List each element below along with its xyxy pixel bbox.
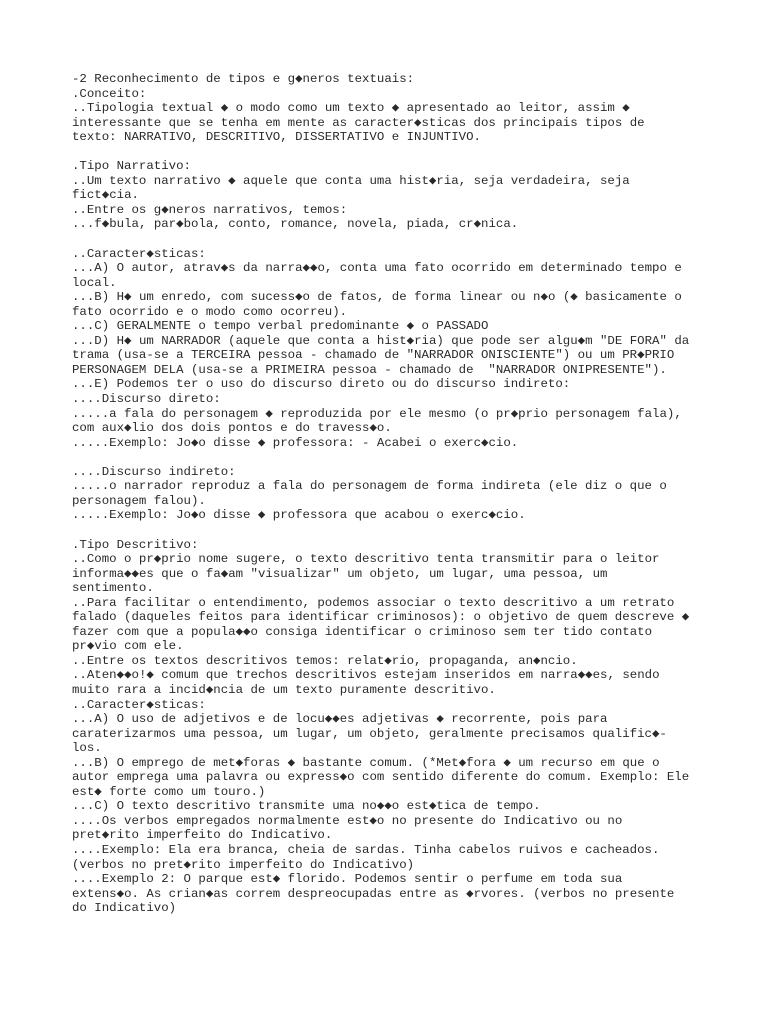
text-line: interessante que se tenha em mente as caracter◆sticas dos principais tipos de (72, 115, 645, 130)
text-line: (verbos no pret◆rito imperfeito do Indicativo) (72, 857, 415, 872)
text-line: ....Discurso direto: (72, 392, 221, 407)
text-line: fato ocorrido e o modo como ocorreu). (72, 304, 348, 319)
text-line: muito rara a incid◆ncia de um texto puramente descritivo. (72, 682, 496, 697)
text-line: .....o narrador reproduz a fala do personagem de forma indireta (ele diz o que o (72, 479, 667, 494)
text-line: extens◆o. As crian◆as correm despreocupadas entre as ◆rvores. (verbos no presente (72, 886, 675, 901)
text-line: .Tipo Narrativo: (72, 159, 191, 174)
text-line: texto: NARRATIVO, DESCRITIVO, DISSERTATIVO e INJUNTIVO. (72, 130, 481, 145)
text-line: pr◆vio com ele. (72, 639, 184, 654)
text-line: ...D) H◆ um NARRADOR (aquele que conta a hist◆ria) que pode ser algu◆m "DE FORA" da (72, 333, 690, 348)
text-line: fict◆cia. (72, 188, 139, 203)
text-line: ....Exemplo 2: O parque est◆ florido. Podemos sentir o perfume em toda sua (72, 872, 623, 887)
text-line: ...E) Podemos ter o uso do discurso direto ou do discurso indireto: (72, 377, 571, 392)
text-line: los. (72, 741, 102, 756)
text-line: falado (daqueles feitos para identificar criminosos): o objetivo de quem descreve ◆ (72, 610, 690, 625)
text-line: ...f◆bula, par◆bola, conto, romance, novela, piada, cr◆nica. (72, 217, 519, 232)
text-line: local. (72, 275, 117, 290)
text-line: .....Exemplo: Jo◆o disse ◆ professora: - Acabei o exerc◆cio. (72, 435, 519, 450)
text-line: ..Um texto narrativo ◆ aquele que conta uma hist◆ria, seja verdadeira, seja (72, 173, 630, 188)
text-line: informa◆◆es que o fa◆am "visualizar" um objeto, um lugar, uma pessoa, um (72, 566, 608, 581)
text-line: do Indicativo) (72, 901, 177, 916)
text-line: PERSONAGEM DELA (usa-se a PRIMEIRA pessoa - chamado de "NARRADOR ONIPRESENTE"). (72, 362, 667, 377)
text-line: .Tipo Descritivo: (72, 537, 199, 552)
text-line: ...B) O emprego de met◆foras ◆ bastante comum. (*Met◆fora ◆ um recurso em que o (72, 755, 660, 770)
text-line: personagem falou). (72, 493, 206, 508)
text-line: pret◆rito imperfeito do Indicativo. (72, 828, 333, 843)
text-line: ..Entre os g◆neros narrativos, temos: (72, 202, 348, 217)
text-line: ...C) O texto descritivo transmite uma no◆◆o est◆tica de tempo. (72, 799, 541, 814)
text-line: .Conceito: (72, 86, 147, 101)
text-line (72, 232, 732, 247)
text-line: -2 Reconhecimento de tipos e g◆neros textuais: (72, 72, 415, 86)
text-line: ....Os verbos empregados normalmente est◆o no presente do Indicativo ou no (72, 813, 623, 828)
text-line: ..Como o pr◆prio nome sugere, o texto descritivo tenta transmitir para o leitor (72, 552, 660, 567)
text-line: ...C) GERALMENTE o tempo verbal predominante ◆ o PASSADO (72, 319, 489, 334)
text-line: ....Exemplo: Ela era branca, cheia de sardas. Tinha cabelos ruivos e cacheados. (72, 842, 660, 857)
text-line: trama (usa-se a TERCEIRA pessoa - chamado de "NARRADOR ONISCIENTE") ou um PR◆PRIO (72, 348, 675, 363)
text-line: ....Discurso indireto: (72, 464, 236, 479)
text-line (72, 450, 732, 465)
text-line: ...A) O uso de adjetivos e de locu◆◆es adjetivas ◆ recorrente, pois para (72, 712, 608, 727)
text-line: est◆ forte como um touro.) (72, 784, 266, 799)
text-line: .....a fala do personagem ◆ reproduzida por ele mesmo (o pr◆prio personagem fala), (72, 406, 682, 421)
text-line: ..Aten◆◆o!◆ comum que trechos descritivos estejam inseridos em narra◆◆es, sendo (72, 668, 660, 683)
text-line: com aux◆lio dos dois pontos e do travess◆o. (72, 421, 392, 436)
text-line (72, 523, 732, 538)
text-line: fazer com que a popula◆◆o consiga identificar o criminoso sem ter tido contato (72, 624, 653, 639)
text-line: caraterizarmos uma pessoa, um lugar, um objeto, geralmente precisamos qualific◆- (72, 726, 667, 741)
text-line: .....Exemplo: Jo◆o disse ◆ professora que acabou o exerc◆cio. (72, 508, 526, 523)
text-line: ..Tipologia textual ◆ o modo como um texto ◆ apresentado ao leitor, assim ◆ (72, 101, 630, 116)
text-line: ...A) O autor, atrav◆s da narra◆◆o, conta uma fato ocorrido em determinado tempo e (72, 261, 682, 276)
text-line: ..Caracter◆sticas: (72, 246, 206, 261)
text-line: ...B) H◆ um enredo, com sucess◆o de fatos, de forma linear ou n◆o (◆ basicamente o (72, 290, 682, 305)
text-line: autor emprega uma palavra ou express◆o com sentido diferente do comum. Exemplo: Ele (72, 770, 690, 785)
text-line: ..Para facilitar o entendimento, podemos associar o texto descritivo a um retrato (72, 595, 675, 610)
document-page (72, 72, 732, 916)
text-line: ..Caracter◆sticas: (72, 697, 206, 712)
text-line: ..Entre os textos descritivos temos: relat◆rio, propaganda, an◆ncio. (72, 653, 578, 668)
text-line (72, 145, 732, 160)
text-line: sentimento. (72, 581, 154, 596)
